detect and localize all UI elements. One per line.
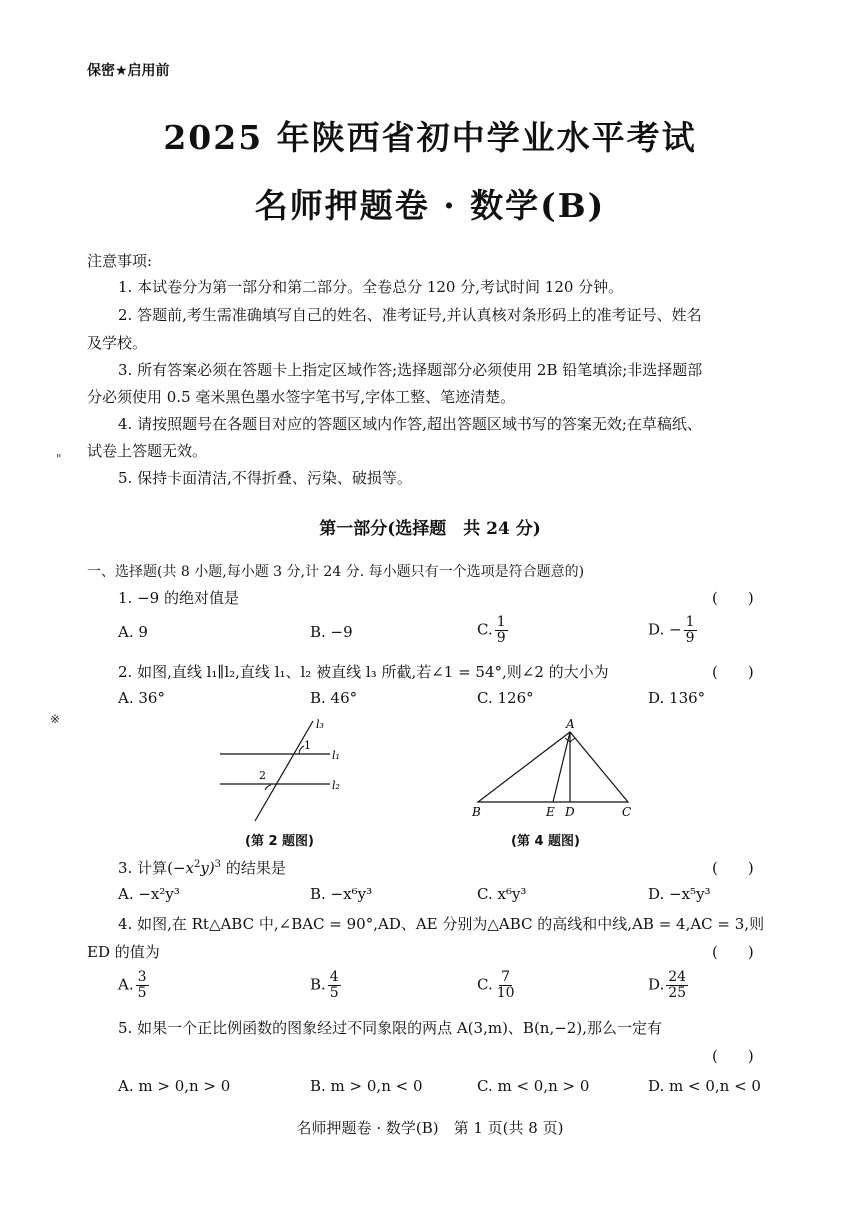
fraction-denominator: 10 [496, 985, 515, 1001]
note-5: 5. 保持卡面清洁,不得折叠、污染、破损等。 [118, 469, 412, 487]
angle-2-arc [265, 785, 271, 790]
fraction-numerator: 1 [685, 614, 695, 630]
q4-option-b: B. $\frac{4}{5}$ [310, 969, 339, 1001]
figure-2-diagram [215, 715, 355, 825]
figure-4-diagram [465, 712, 645, 824]
triangle-abc [478, 732, 628, 802]
fraction-denominator: 5 [137, 985, 147, 1001]
page-footer: 名师押题卷 · 数学(B) 第 1 页(共 8 页) [296, 1119, 564, 1137]
q4-option-a: A. $\frac{3}{5}$ [118, 969, 147, 1001]
label-a: A [566, 717, 575, 731]
q2-stem: 2. 如图,直线 l₁∥l₂,直线 l₁、l₂ 被直线 l₃ 所截,若∠1 = 54°,则∠2 的大小为 [118, 663, 609, 681]
label-angle-1: 1 [304, 739, 311, 752]
q1-option-c: C. $\frac{1}{9}$ [477, 614, 506, 646]
q5-option-a: A. m > 0,n > 0 [118, 1077, 231, 1095]
note-4: 4. 请按照题号在各题目对应的答题区域内作答,超出答题区域书写的答案无效;在草稿纸、 [118, 415, 702, 433]
q3-option-a: A. −x²y³ [118, 885, 180, 903]
label-angle-2: 2 [259, 769, 266, 782]
fraction-denominator: 9 [496, 630, 506, 646]
label-l2: l₂ [332, 779, 340, 792]
fraction-numerator: 1 [496, 614, 506, 630]
q5-option-d: D. m < 0,n < 0 [648, 1077, 761, 1095]
q2-option-d: D. 136° [648, 689, 706, 707]
label-b: B [472, 805, 481, 819]
q2-answer-paren: ( ) [712, 663, 754, 681]
q1-option-b: B. −9 [310, 623, 353, 641]
fraction-numerator: 3 [137, 969, 147, 985]
q3-option-b: B. −x⁶y³ [310, 885, 373, 903]
q1-option-a: A. 9 [118, 623, 148, 641]
note-3-cont: 分必须使用 0.5 毫米黑色墨水签字笔书写,字体工整、笔迹清楚。 [87, 388, 516, 406]
note-2: 2. 答题前,考生需准确填写自己的姓名、准考证号,并认真核对条形码上的准考证号、姓名 [118, 306, 702, 324]
exam-subtitle: 名师押题卷 · 数学(B) [254, 186, 606, 225]
label-l1: l₁ [332, 749, 340, 762]
q3-option-c: C. x⁶y³ [477, 885, 527, 903]
q1-stem: 1. −9 的绝对值是 [118, 589, 239, 607]
note-1: 1. 本试卷分为第一部分和第二部分。全卷总分 120 分,考试时间 120 分钟。 [118, 278, 624, 296]
note-4-cont: 试卷上答题无效。 [87, 442, 208, 460]
q5-answer-paren: ( ) [712, 1047, 754, 1065]
confidential-label: 保密★启用前 [87, 63, 170, 79]
q3-option-d: D. −x⁵y³ [648, 885, 711, 903]
fraction-denominator: 9 [685, 630, 695, 646]
q3-stem: 3. 计算$(-x^2y)^3$ 的结果是 [118, 859, 286, 877]
q1-answer-paren: ( ) [712, 589, 754, 607]
label-e: E [546, 805, 555, 819]
fraction-denominator: 5 [329, 985, 339, 1001]
q2-option-c: C. 126° [477, 689, 534, 707]
q4-option-d: D. $\frac{24}{25}$ [648, 969, 687, 1001]
label-c: C [622, 805, 632, 819]
fraction-numerator: 24 [668, 969, 687, 985]
q5-stem: 5. 如果一个正比例函数的图象经过不同象限的两点 A(3,m)、B(n,−2),那么一定有 [118, 1019, 662, 1037]
q5-option-b: B. m > 0,n < 0 [310, 1077, 423, 1095]
q2-option-a: A. 36° [118, 689, 165, 707]
notes-label: 注意事项: [87, 252, 153, 270]
q3-answer-paren: ( ) [712, 859, 754, 877]
fraction-numerator: 7 [501, 969, 511, 985]
q4-option-c: C. $\frac{7}{10}$ [477, 969, 515, 1001]
fraction-denominator: 25 [668, 985, 687, 1001]
exam-title: 2025 年陕西省初中学业水平考试 [163, 118, 697, 157]
q1-option-d: D. − $\frac{1}{9}$ [648, 614, 695, 646]
fraction-numerator: 4 [329, 969, 339, 985]
q5-option-c: C. m < 0,n > 0 [477, 1077, 590, 1095]
q4-stem-cont: ED 的值为 [87, 943, 160, 961]
note-2-cont: 及学校。 [87, 334, 148, 352]
q2-option-b: B. 46° [310, 689, 358, 707]
q4-stem: 4. 如图,在 Rt△ABC 中,∠BAC = 90°,AD、AE 分别为△ABC 的高线和中线,AB = 4,AC = 3,则 [118, 915, 765, 933]
q4-answer-paren: ( ) [712, 943, 754, 961]
label-l3: l₃ [316, 718, 324, 731]
margin-mark: " [56, 452, 62, 466]
section-intro: 一、选择题(共 8 小题,每小题 3 分,计 24 分. 每小题只有一个选项是符合题意的) [87, 564, 585, 580]
part-one-heading: 第一部分(选择题 共 24 分) [319, 519, 541, 539]
label-d: D [565, 805, 575, 819]
note-3: 3. 所有答案必须在答题卡上指定区域作答;选择题部分必须使用 2B 铅笔填涂;非选择题部 [118, 361, 703, 379]
figure-2-caption: (第 2 题图) [245, 834, 314, 849]
figure-4-caption: (第 4 题图) [511, 834, 580, 849]
margin-mark: ※ [50, 712, 61, 726]
